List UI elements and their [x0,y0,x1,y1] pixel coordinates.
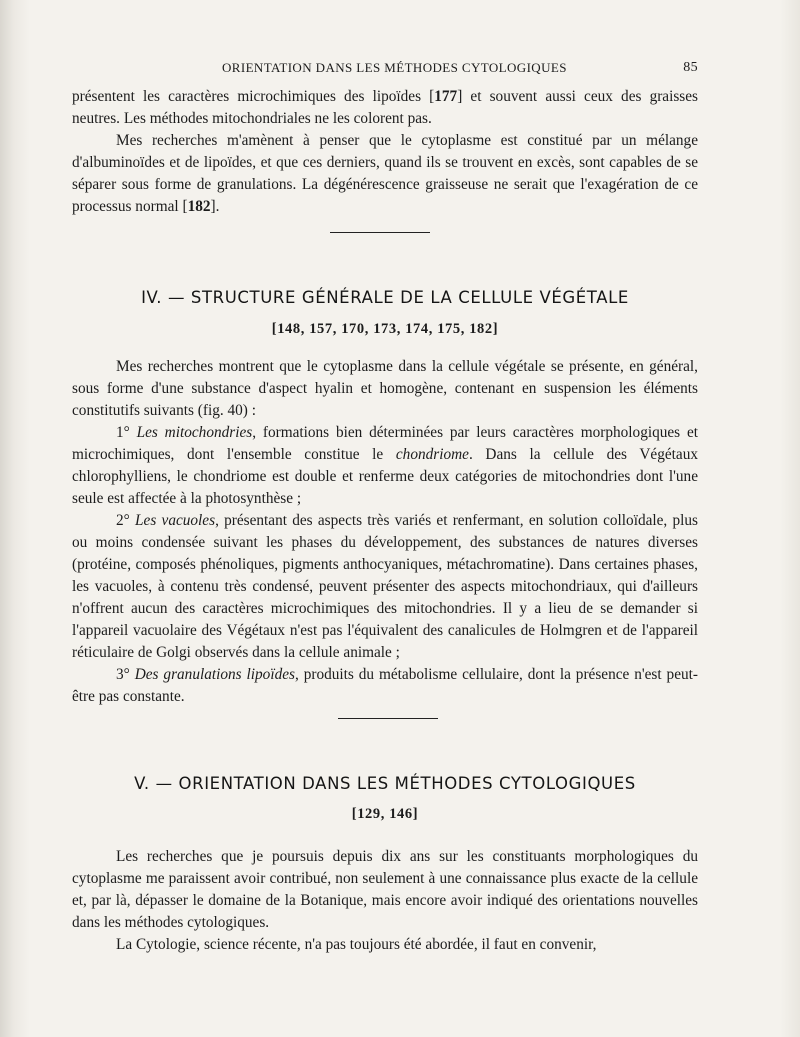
text-run: présentent les caractères microchimiques des lipoïdes [ [72,88,435,105]
text-run: ]. [210,198,220,215]
item-title: Des granulations lipoïdes [134,666,295,683]
intro-paragraph-2 [72,130,698,218]
list-item-3 [72,664,698,708]
item-number: 3° [116,666,130,683]
text-run: Mes recherches m'amènent à penser que le cytoplasme est constitué par un mélange d'albuminoïdes et de lipoïdes, et que ces derniers, quand ils se trouvent en excès, sont capables de se séparer sous forme de granulations. La dégénérescence graisseuse ne serait que l'exagération de ce processus normal [ [72,132,698,215]
item-title: Les vacuoles [135,512,216,529]
text-run: . Dans la cellule des Végétaux chlorophylliens, le chondriome est double et renferme deux catégories de mitochondries dont l'une seule est affectée à la photosynthèse ; [72,446,698,507]
section-5-paragraph-1: Les recherches que je poursuis depuis dix ans sur les constituants morphologiques du cytoplasme me paraissent avoir contribué, non seulement à une connaissance plus exacte de la cellule et, par là, dépasser le domaine de la Botanique, mais encore avoir indiqué des orientations nouvelles dans les méthodes cytologiques. [72,848,698,931]
item-title: Les mitochondries [136,424,253,441]
list-item-2 [72,510,698,664]
section-5-body [72,846,698,956]
section-5-references: [129, 146] [351,806,419,822]
reference-number: 177 [434,88,458,105]
section-4-references: [148, 157, 170, 173, 174, 175, 182] [271,321,499,337]
intro-text [72,86,698,218]
section-divider [338,718,438,719]
text-run: , produits du métabolisme cellulaire, dont la présence n'est peut-être pas constante. [72,666,698,705]
text-run: ] et souvent aussi ceux des graisses neutres. Les méthodes mitochondriales ne les colorent pas. [72,88,698,127]
text-run: , formations bien déterminées par leurs caractères morphologiques et microchimiques, dont l'ensemble constitue le [72,424,698,463]
reference-number: 182 [187,198,211,215]
running-title: ORIENTATION DANS LES MÉTHODES CYTOLOGIQUES [222,60,567,75]
item-number: 1° [116,424,130,441]
section-5-heading: V. — ORIENTATION DANS LES MÉTHODES CYTOLOGIQUES [134,774,636,793]
section-5-paragraph-2: La Cytologie, science récente, n'a pas toujours été abordée, il faut en convenir, [116,936,597,953]
item-number: 2° [116,512,130,529]
page-number: 85 [683,60,698,75]
text-run: , présentant des aspects très variés et renfermant, en solution colloïdale, plus ou moins condensée suivant les phases du développement, des substances de natures diverses (protéine, composés phénoliques, pigments anthocyaniques, métachromatine). Dans certaines phases, les vacuoles, à contenu très condensé, peuvent présenter des aspects mitochondriaux, qui d'ailleurs n'offrent aucun des caractères microchimiques des mitochondries. Il y a lieu de se demander si l'appareil vacuolaire des Végétaux n'est pas l'équivalent des canalicules de Holmgren et de l'appareil réticulaire de Golgi observés dans la cellule animale ; [72,512,698,661]
italic-term: chondriome [395,446,469,463]
section-4-body [72,356,698,708]
list-item-1 [72,422,698,510]
section-4-paragraph-1: Mes recherches montrent que le cytoplasme dans la cellule végétale se présente, en général, sous forme d'une substance d'aspect hyalin et homogène, contenant en suspension les éléments constitutifs suivants (fig. 40) : [72,358,698,419]
section-divider [330,232,430,233]
intro-paragraph-1 [72,86,698,130]
section-4-heading: IV. — STRUCTURE GÉNÉRALE DE LA CELLULE VÉGÉTALE [141,288,629,307]
